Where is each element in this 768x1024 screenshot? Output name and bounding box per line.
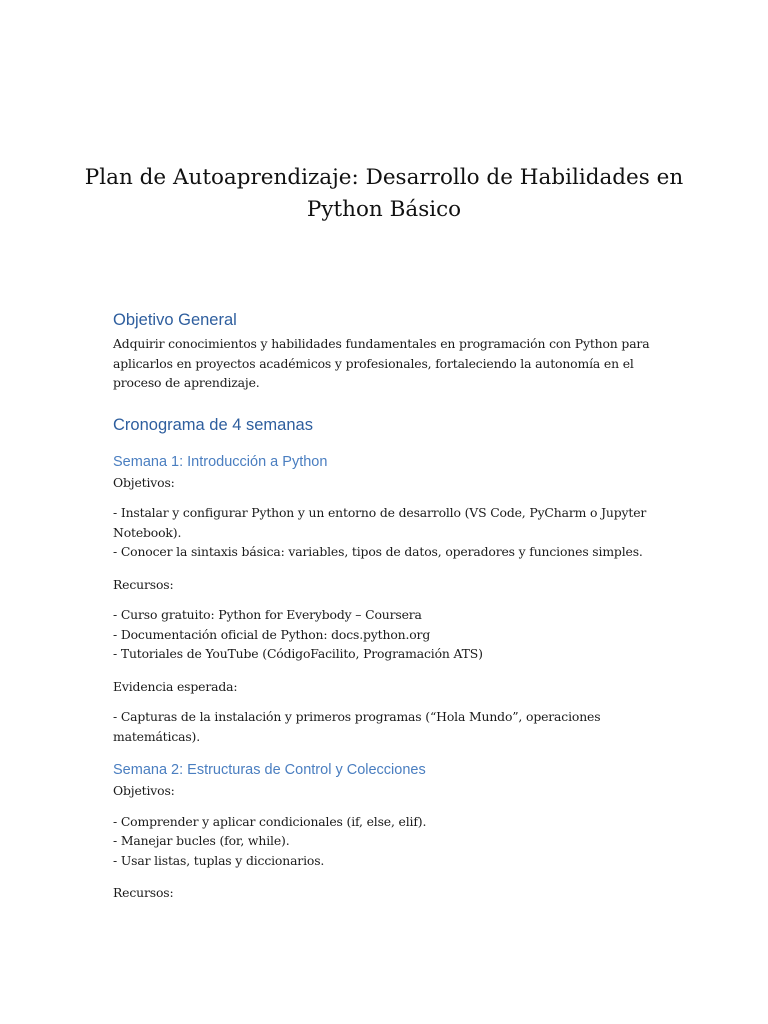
week-2-heading: Semana 2: Estructuras de Control y Colecciones [113,762,426,778]
list-item: - Manejar bucles (for, while). [113,833,290,848]
list-item: - Instalar y configurar Python y un entorno de desarrollo (VS Code, PyCharm o Jupyter Notebook). [113,505,647,540]
week-1-evidence-label: Evidencia esperada: [113,678,238,694]
week-1-evidence-list [113,707,653,746]
week-2-section [113,760,653,903]
list-item: - Conocer la sintaxis básica: variables, tipos de datos, operadores y funciones simples. [113,544,643,559]
schedule-heading: Cronograma de 4 semanas [113,415,313,434]
week-2-objectives-label: Objetivos: [113,783,175,798]
list-item: - Comprender y aplicar condicionales (if, else, elif). [113,813,427,829]
objective-heading: Objetivo General [113,311,237,329]
list-item: - Tutoriales de YouTube (CódigoFacilito, Programación ATS) [113,646,483,661]
week-2-objectives-list [113,812,653,871]
list-item: - Capturas de la instalación y primeros programas (“Hola Mundo”, operaciones matemáticas). [113,709,601,744]
week-1-resources-label: Recursos: [113,576,174,592]
week-1-objectives-list [113,503,653,562]
week-1-objectives-label: Objetivos: [113,474,175,490]
week-1-resources-list [113,605,653,664]
list-item: - Usar listas, tuplas y diccionarios. [113,852,325,868]
week-2-resources-label: Recursos: [113,885,174,900]
week-1-heading: Semana 1: Introducción a Python [113,453,328,470]
list-item: - Documentación oficial de Python: docs.python.org [113,626,431,642]
objective-text: Adquirir conocimientos y habilidades fundamentales en programación con Python para aplicarlos en proyectos académicos y profesionales, fortaleciendo la autonomía en el proceso de aprendizaje. [113,336,650,390]
week-1-section [113,452,653,747]
document-body [113,309,653,903]
document-title: Plan de Autoaprendizaje: Desarrollo de Habilidades en Python Básico [84,165,684,222]
list-item: - Curso gratuito: Python for Everybody – Coursera [113,607,422,622]
